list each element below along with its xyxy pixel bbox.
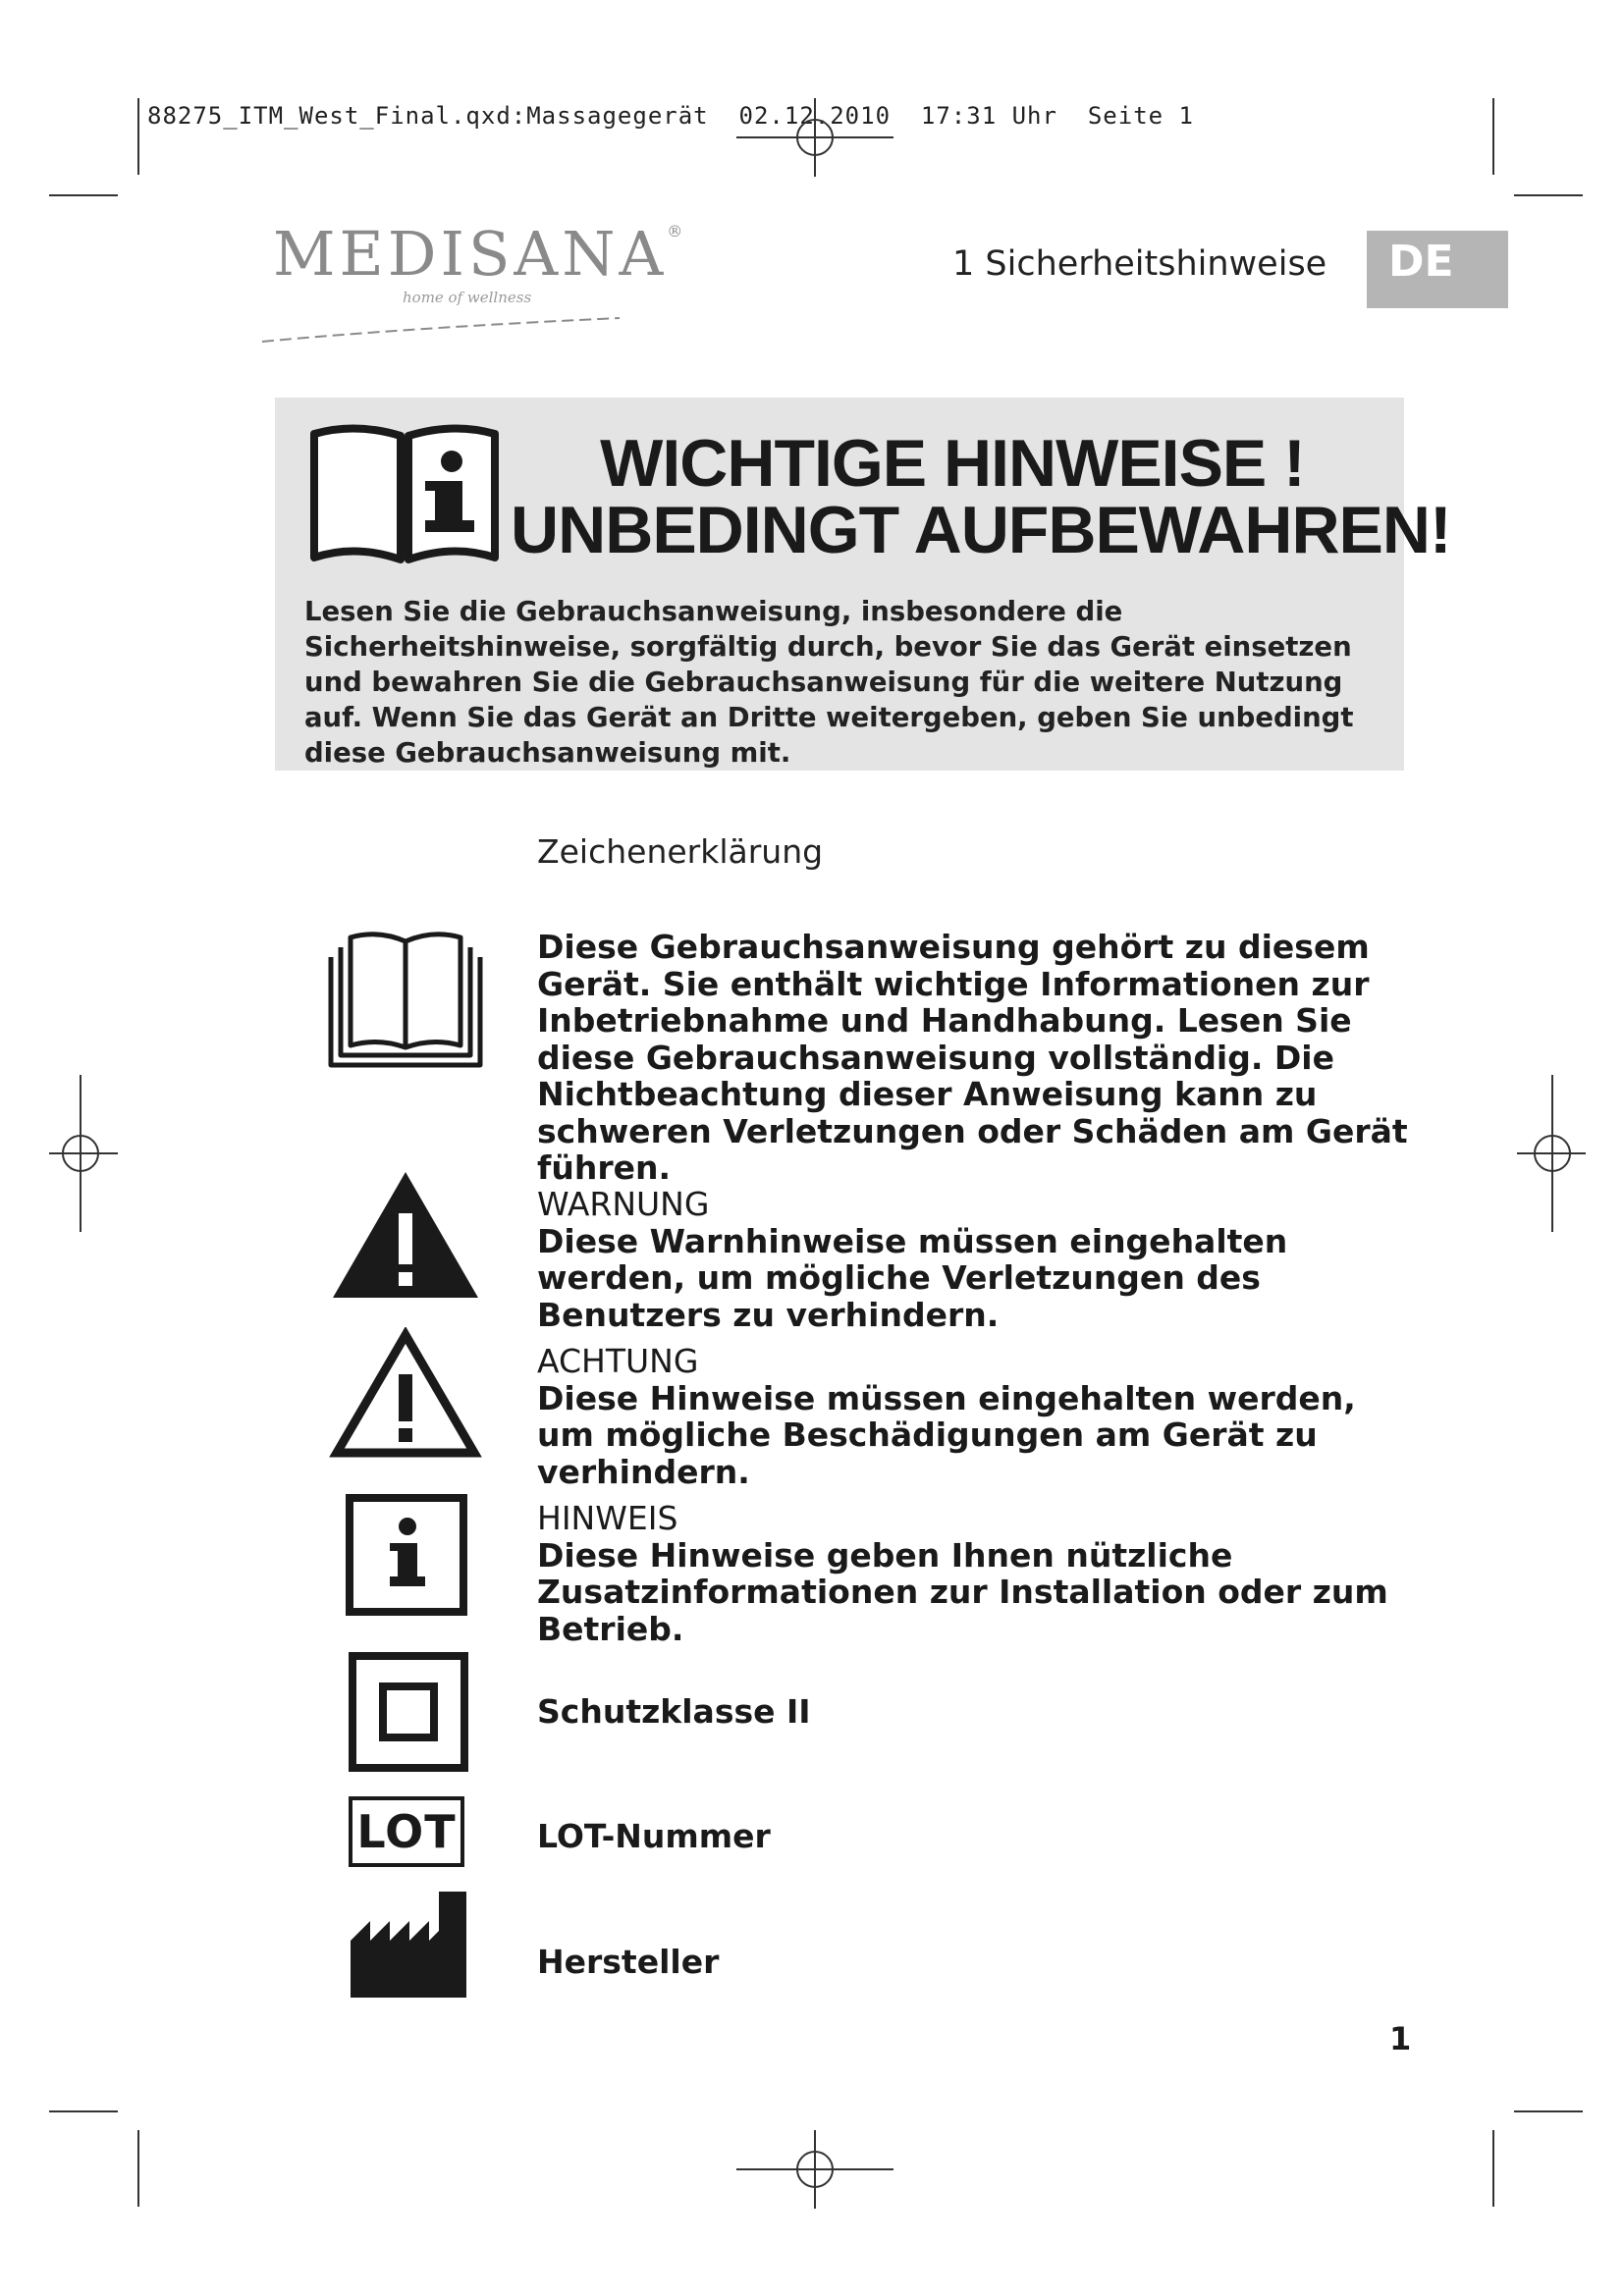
logo-swoosh [260, 312, 623, 347]
caution-title: ACHTUNG [537, 1342, 699, 1380]
warning-filled-triangle-icon [329, 1168, 482, 1302]
legend-item-info [537, 1500, 1421, 1647]
registration-mark-left [49, 1075, 118, 1232]
registration-mark-right [1517, 1075, 1586, 1232]
warning-title: WARNUNG [537, 1185, 710, 1223]
info-book-icon [306, 422, 503, 569]
registration-mark-top [736, 98, 893, 177]
warning-text: Diese Warnhinweise müssen eingehalten werden, um mögliche Verletzungen des Benutzers zu verhindern. [537, 1221, 1288, 1334]
manufacturer-label: Hersteller [537, 1943, 720, 1981]
notice-heading-line1: WICHTIGE HINWEISE ! [600, 426, 1305, 501]
legend-item-manual [537, 929, 1421, 1187]
protection-class-ii-icon [349, 1652, 468, 1772]
protection-class-label: Schutzklasse II [537, 1692, 811, 1731]
caution-outline-triangle-icon [329, 1327, 482, 1461]
caution-text: Diese Hinweise müssen eingehalten werden, um mögliche Beschädigungen am Gerät zu verhindern. [537, 1378, 1356, 1491]
print-slug: 88275_ITM_West_Final.qxd:Massagegerät 02.12.2010 17:31 Uhr Seite 1 [147, 102, 1194, 130]
brand-tagline: home of wellness [403, 289, 532, 306]
brand-logo: MEDISANA® [273, 218, 687, 290]
legend-item-manual-text: Diese Gebrauchsanweisung gehört zu diesem Gerät. Sie enthält wichtige Informationen zur Inbetriebnahme und Handhabung. Lesen Sie diese Gebrauchsanweisung vollständig. Die Nichtbeachtung dieser Anweisung kann zu schweren Verletzungen oder Schäden am Gerät führen. [537, 928, 1408, 1187]
legend-heading: Zeichenerklärung [537, 832, 824, 871]
notice-heading-line2: UNBEDINGT AUFBEWAHREN! [511, 493, 1451, 567]
page-number: 1 [1389, 2020, 1412, 2057]
section-title: 1 Sicherheitshinweise [952, 244, 1327, 284]
lot-icon: LOT [349, 1796, 464, 1867]
manufacturer-factory-icon [349, 1890, 468, 2000]
lot-number-label: LOT-Nummer [537, 1817, 771, 1855]
manual-book-icon [327, 928, 484, 1075]
info-box-icon [346, 1494, 467, 1616]
legend-item-warning [537, 1186, 1421, 1333]
info-title: HINWEIS [537, 1499, 678, 1537]
legend-item-caution [537, 1343, 1421, 1490]
notice-paragraph: Lesen Sie die Gebrauchsanweisung, insbesondere die Sicherheitshinweise, sorgfältig durch, bevor Sie das Gerät einsetzen und bewahren Sie die Gebrauchsanweisung für die weitere Nutzung auf. Wenn Sie das Gerät an Dritte weitergeben, geben Sie unbedingt diese Gebrauchsanweisung mit. [304, 596, 1354, 769]
language-badge: DE [1367, 231, 1508, 308]
info-text: Diese Hinweise geben Ihnen nützliche Zusatzinformationen zur Installation oder zum Betrieb. [537, 1535, 1388, 1648]
registration-mark-bottom [736, 2130, 893, 2209]
